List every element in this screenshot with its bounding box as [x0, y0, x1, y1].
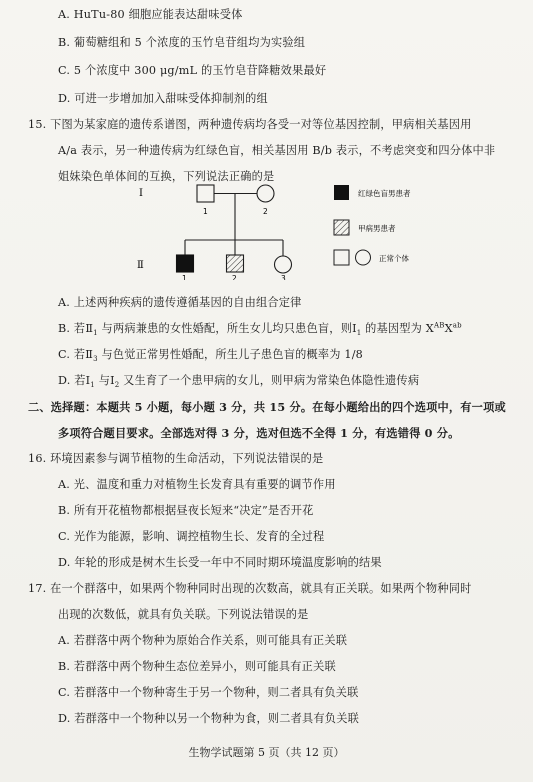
- q15-option-d-text-2: 与Ⅰ: [94, 374, 115, 387]
- individual-ii1-colorblind-male: [177, 255, 194, 272]
- q15-option-c-sub: 3: [93, 355, 98, 364]
- q15-option-b-text-3: 的基因型为 X: [361, 322, 434, 335]
- q15-stem-line3: 姐妹染色单体间的互换，下列说法正确的是: [58, 170, 275, 183]
- legend-colorblind-male-text: 红绿色盲男患者: [358, 189, 411, 198]
- q16-stem: 16. 环境因素参与调节植物的生命活动，下列说法错误的是: [28, 452, 324, 465]
- q17-option-c: C. 若群落中一个物种寄生于另一个物种，则二者具有负关联: [58, 686, 359, 699]
- q15-option-c: [58, 348, 363, 362]
- generation-ii-label: Ⅱ: [137, 260, 144, 271]
- section2-instructions-line1: 二、选择题：本题共 5 小题，每小题 3 分，共 15 分。在每小题给出的四个选项中，有一项或: [28, 400, 506, 414]
- section2-instructions-line2: 多项符合题目要求。全部选对得 3 分，选对但选不全得 1 分，有选错得 0 分。: [58, 426, 460, 440]
- legend-normal-text: 正常个体: [379, 254, 409, 263]
- individual-i1-number: 1: [203, 207, 208, 216]
- individual-ii1-number: 1: [182, 274, 187, 280]
- q14-option-a: A. HuTu-80 细胞应能表达甜味受体: [58, 8, 243, 21]
- q16-option-d: D. 年轮的形成是树木生长受一年中不同时期环境温度影响的结果: [58, 556, 382, 569]
- individual-i1-normal-male: [197, 185, 214, 202]
- q15-option-d: [58, 374, 419, 388]
- individual-ii2-disease-a-male: [227, 255, 244, 272]
- q15-option-d-sub-2: 2: [114, 381, 120, 390]
- q14-option-b: B. 葡萄糖组和 5 个浓度的玉竹皂苷组均为实验组: [58, 36, 306, 49]
- q17-option-a: A. 若群落中两个物种为原始合作关系，则可能具有正关联: [58, 634, 348, 647]
- q15-option-d-sub-1: 1: [90, 381, 95, 390]
- q15-option-b-text-1: B. 若Ⅱ: [58, 322, 94, 335]
- individual-i2-number: 2: [263, 207, 268, 216]
- individual-ii3-number: 3: [281, 274, 286, 280]
- q14-option-d: D. 可进一步增加加入甜味受体抑制剂的组: [58, 92, 268, 105]
- individual-i2-normal-female: [257, 185, 274, 202]
- q16-option-b: B. 所有开花植物都根据昼夜长短来“决定”是否开花: [58, 504, 314, 517]
- q15-option-b-sub-2: 1: [356, 329, 362, 338]
- q15-option-b-x: X: [444, 322, 453, 335]
- q17-stem-line2: 出现的次数低，就具有负关联。下列说法错误的是: [58, 608, 309, 621]
- q16-option-c: C. 光作为能源，影响、调控植物生长、发育的全过程: [58, 530, 325, 543]
- legend-colorblind-male-symbol: [334, 185, 349, 200]
- individual-ii3-normal-female: [275, 256, 292, 273]
- page-footer: 生物学试题第 5 页（共 12 页）: [188, 746, 345, 759]
- legend-normal-square: [334, 250, 349, 265]
- q15-option-b: [58, 322, 462, 336]
- legend-disease-a-male-symbol: [334, 220, 349, 235]
- generation-i-label: Ⅰ: [139, 188, 143, 199]
- q15-option-b-sup-1: AB: [433, 321, 445, 330]
- q15-option-d-text-3: 又生育了一个患甲病的女儿，则甲病为常染色体隐性遗传病: [119, 374, 420, 387]
- q15-option-c-text-2: 与色觉正常男性婚配，所生儿子患色盲的概率为 1/8: [97, 348, 363, 361]
- q15-option-b-sub-1: 1: [93, 329, 98, 338]
- q15-option-a: A. 上述两种疾病的遗传遵循基因的自由组合定律: [58, 296, 302, 309]
- q16-option-a: A. 光、温度和重力对植物生长发育具有重要的调节作用: [58, 478, 336, 491]
- legend-disease-a-male-text: 甲病男患者: [358, 224, 396, 233]
- q17-stem-line1: 17. 在一个群落中，如果两个物种同时出现的次数高，就具有正关联。如果两个物种同时: [28, 582, 472, 595]
- q15-option-b-sup-2: ab: [452, 321, 462, 330]
- q15-option-d-text-1: D. 若Ⅰ: [58, 374, 91, 387]
- q15-stem-line1: 15. 下图为某家庭的遗传系谱图，两种遗传病均各受一对等位基因控制，甲病相关基因用: [28, 118, 472, 131]
- q15-stem-line2: A/a 表示，另一种遗传病为红绿色盲，相关基因用 B/b 表示，不考虑突变和四分体中非: [58, 144, 496, 157]
- q15-option-b-text-2: 与两病兼患的女性婚配，所生女儿均只患色盲，则Ⅰ: [97, 322, 357, 335]
- q15-option-c-text-1: C. 若Ⅱ: [58, 348, 94, 361]
- legend-normal-circle: [356, 250, 371, 265]
- q17-option-b: B. 若群落中两个物种生态位差异小，则可能具有正关联: [58, 660, 336, 673]
- individual-ii2-number: 2: [232, 274, 237, 280]
- pedigree-chart: [135, 180, 455, 280]
- q17-option-d: D. 若群落中一个物种以另一个物种为食，则二者具有负关联: [58, 712, 359, 725]
- q14-option-c: C. 5 个浓度中 300 μg/mL 的玉竹皂苷降糖效果最好: [58, 64, 327, 77]
